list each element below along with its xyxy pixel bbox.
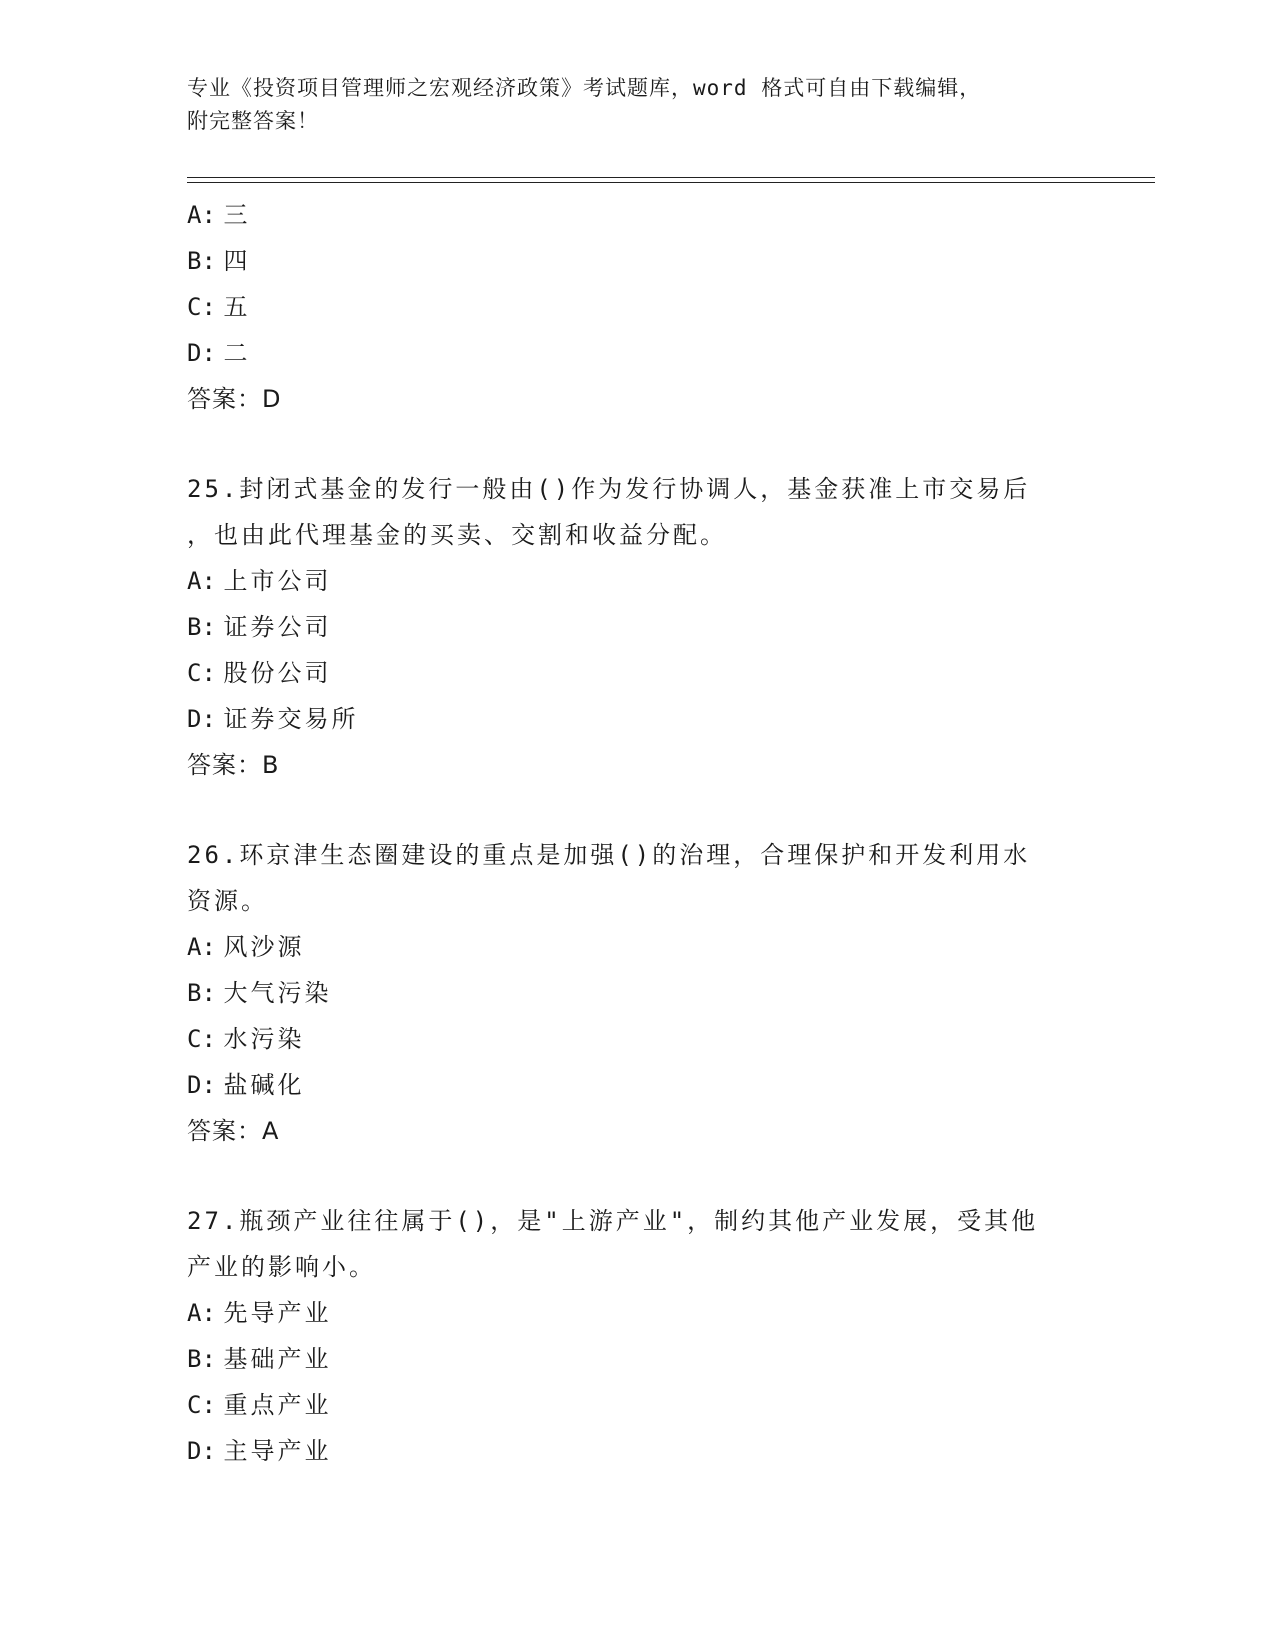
question-list: [187, 192, 1087, 1474]
question-text-line: 27.瓶颈产业往往属于()，是"上游产业"，制约其他产业发展，受其他: [187, 1207, 1039, 1235]
option-d: D: 主导产业: [187, 1437, 332, 1465]
question-text-line: 产业的影响小。: [187, 1253, 376, 1281]
option-b: B: 基础产业: [187, 1345, 332, 1373]
option-d: D: 证券交易所: [187, 705, 359, 733]
answer-line: 答案：D: [187, 385, 282, 413]
answer-line: 答案：A: [187, 1117, 280, 1145]
option-d: D: 盐碱化: [187, 1071, 305, 1099]
option-b: B: 大气污染: [187, 979, 332, 1007]
option-c: C: 股份公司: [187, 659, 332, 687]
option-a: A: 上市公司: [187, 567, 332, 595]
option-c: C: 五: [187, 293, 251, 321]
answer-line: 答案：B: [187, 751, 280, 779]
option-c: C: 水污染: [187, 1025, 305, 1053]
option-c: C: 重点产业: [187, 1391, 332, 1419]
question-text-line: ，也由此代理基金的买卖、交割和收益分配。: [187, 521, 727, 549]
question-text-line: 26.环京津生态圈建设的重点是加强()的治理，合理保护和开发利用水: [187, 841, 1031, 869]
question-block-prev: [187, 192, 1087, 422]
header-rule-bottom: [187, 182, 1155, 183]
question-text-line: 25.封闭式基金的发行一般由()作为发行协调人，基金获准上市交易后: [187, 475, 1031, 503]
question-block-26: [187, 832, 1087, 1154]
option-a: A: 风沙源: [187, 933, 305, 961]
option-d: D: 二: [187, 339, 251, 367]
question-text-line: 资源。: [187, 887, 268, 915]
header-line-2: 附完整答案！: [187, 109, 319, 133]
option-a: A: 三: [187, 201, 251, 229]
header-line-1: 专业《投资项目管理师之宏观经济政策》考试题库，word 格式可自由下载编辑，: [187, 76, 982, 100]
header-rule-top: [187, 177, 1155, 178]
option-b: B: 证券公司: [187, 613, 332, 641]
question-block-27: [187, 1198, 1087, 1474]
document-header: [187, 72, 1087, 138]
question-block-25: [187, 466, 1087, 788]
option-a: A: 先导产业: [187, 1299, 332, 1327]
option-b: B: 四: [187, 247, 251, 275]
